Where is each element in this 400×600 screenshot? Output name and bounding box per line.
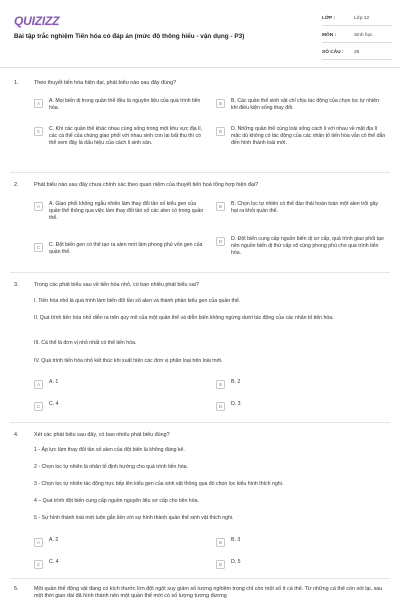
option-text: C. Đột biến gen có thể tạo ra alen mới làm phong phú vốn gen của quần thể. bbox=[49, 242, 203, 255]
option-letter-badge: B bbox=[216, 538, 225, 547]
statement-3: III. Cá thể là đơn vị nhỏ nhất có thể tiến hóa. bbox=[34, 340, 137, 346]
meta-grade-label: LỚP : bbox=[322, 16, 336, 21]
question-divider bbox=[10, 422, 390, 423]
meta-count-value: 25 bbox=[354, 50, 360, 55]
q2-option-a[interactable] bbox=[34, 201, 204, 222]
option-text: A. 1 bbox=[49, 379, 59, 385]
option-text: B. 3 bbox=[231, 537, 241, 543]
option-text: D. 3 bbox=[231, 401, 241, 407]
option-text: A. Giao phối không ngẫu nhiên làm thay đổi tần số kiểu gen của quần thể thông qua việc làm thay đổi tần số các alen có trong quần thể. bbox=[49, 201, 204, 221]
statement-1: I. Tiến hóa nhỏ là quá trình làm biến đổi tần số alen và thành phần kiểu gen của quần thể. bbox=[34, 298, 241, 304]
q3-option-a[interactable] bbox=[34, 379, 204, 389]
meta-count bbox=[322, 46, 392, 60]
statement-3: 3 - Chọn lọc tự nhiên tác động trực tiếp lên kiểu gen của sinh vật thông qua đó chọn lọc kiểu hình thích nghi. bbox=[34, 481, 284, 487]
q1-option-b[interactable] bbox=[216, 98, 386, 112]
q3-option-c[interactable] bbox=[34, 401, 204, 411]
document-header bbox=[0, 0, 400, 68]
statement-4: 4 – Quá trình đột biến cung cấp nguồn nguyên liệu sơ cấp cho tiến hóa. bbox=[34, 498, 199, 504]
option-letter-badge: A bbox=[34, 538, 43, 547]
option-letter-badge: A bbox=[34, 99, 43, 108]
option-letter-badge: D bbox=[216, 560, 225, 569]
question-divider bbox=[10, 172, 390, 173]
question-divider bbox=[10, 578, 390, 579]
option-letter-badge: C bbox=[34, 560, 43, 569]
option-text: B. 2 bbox=[231, 379, 241, 385]
meta-grade bbox=[322, 12, 392, 26]
q4-option-d[interactable] bbox=[216, 559, 386, 569]
q4-option-a[interactable] bbox=[34, 537, 204, 547]
option-text: A. Mọi biến dị trong quần thể đều là nguyên liệu của quá trình tiến hóa. bbox=[49, 98, 201, 111]
statement-1: 1 - Áp lực làm thay đổi tần số alen của đột biến là không đáng kể. bbox=[34, 447, 185, 453]
option-letter-badge: A bbox=[34, 202, 43, 211]
meta-count-label: SỐ CÂU : bbox=[322, 50, 344, 55]
option-text: A. 2 bbox=[49, 537, 59, 543]
document-meta bbox=[322, 12, 392, 63]
q2-option-d[interactable] bbox=[216, 236, 386, 257]
meta-subject bbox=[322, 29, 392, 43]
q1-option-d[interactable] bbox=[216, 126, 386, 147]
question-number: 3. bbox=[14, 282, 19, 288]
q2-option-b[interactable] bbox=[216, 201, 386, 215]
question-number: 5. bbox=[14, 586, 19, 592]
q4-option-b[interactable] bbox=[216, 537, 386, 547]
question-text: Theo thuyết tiến hóa hiện đại, phát biểu nào sau đây đúng? bbox=[34, 80, 177, 86]
statement-4: IV. Quá trình tiến hóa nhỏ kết thúc khi xuất hiện các đơn vị phân loại trên loài mới. bbox=[34, 358, 223, 364]
document-title: Bài tập trắc nghiệm Tiến hóa có đáp án (mức độ thông hiểu - vận dụng - P3) bbox=[14, 33, 245, 40]
quizizz-logo[interactable]: QUIZIZZ bbox=[14, 14, 60, 28]
option-text: B. Các quần thể sinh vật chỉ chịu tác động của chọn lọc tự nhiên khi điều kiện sống thay đổi. bbox=[231, 98, 379, 111]
option-text: C. 4 bbox=[49, 559, 59, 565]
option-letter-badge: C bbox=[34, 402, 43, 411]
option-text: D. Những quần thể cùng loài sống cách li với nhau về mặt địa lí mặc dù không có tác động của các nhân tố tiến hóa vẫn có thể dẫn đến hình thành loài mới. bbox=[231, 126, 386, 146]
question-text: Một quần thể động vật đang có kích thước lớn đột ngột suy giảm số lượng nghiêm trọng chỉ còn một số ít cá thể. Từ những cá thể còn sót lại, sau một thời gian dài đã hình thành nên một quần thể mới có số lượng tương đương bbox=[34, 586, 383, 599]
question-number: 1. bbox=[14, 80, 19, 86]
option-letter-badge: D bbox=[216, 237, 225, 246]
meta-subject-label: MÔN : bbox=[322, 33, 337, 38]
q3-option-b[interactable] bbox=[216, 379, 386, 389]
option-text: B. Chọn lọc tự nhiên có thể đào thải hoàn toàn một alen trội gây hại ra khỏi quần thể. bbox=[231, 201, 379, 214]
option-letter-badge: B bbox=[216, 99, 225, 108]
option-letter-badge: C bbox=[34, 127, 43, 136]
statement-2: II. Quá trình tiến hóa nhỏ diễn ra trên quy mô của một quần thể và diễn biến không ngừng dưới tác động của các nhân tố tiến hóa. bbox=[34, 315, 334, 321]
statement-2: 2 - Chọn lọc tự nhiên là nhân tố định hướng cho quá trình tiến hóa. bbox=[34, 464, 188, 470]
question-text: Xét các phát biểu sau đây, có bao nhiêu phát biểu đúng? bbox=[34, 432, 170, 438]
q2-option-c[interactable] bbox=[34, 242, 204, 256]
q4-option-c[interactable] bbox=[34, 559, 204, 569]
q3-option-d[interactable] bbox=[216, 401, 386, 411]
option-text: C. Khi các quần thể khác nhau cùng sống trong một khu vực địa lí, các cá thể của chúng giao phối với nhau sinh con lai bất thụ thì có thể xem đây là dấu hiệu của cách li sinh sản. bbox=[49, 126, 203, 146]
question-text: Trong các phát biểu sau về tiến hóa nhỏ, có bao nhiêu phát biểu sai? bbox=[34, 282, 199, 288]
option-letter-badge: B bbox=[216, 380, 225, 389]
option-text: D. 5 bbox=[231, 559, 241, 565]
option-text: C. 4 bbox=[49, 401, 59, 407]
option-letter-badge: B bbox=[216, 202, 225, 211]
option-letter-badge: A bbox=[34, 380, 43, 389]
question-number: 4. bbox=[14, 432, 19, 438]
question-divider bbox=[10, 272, 390, 273]
question-text: Phát biểu nào sau đây chưa chính xác theo quan niệm của thuyết tiến hoá tổng hợp hiện đại? bbox=[34, 182, 259, 188]
statement-5: 5 - Sự hình thành loài mới luôn gắn liền với sự hình thành quần thể sinh vật thích nghi. bbox=[34, 515, 234, 521]
option-letter-badge: D bbox=[216, 402, 225, 411]
q1-option-c[interactable] bbox=[34, 126, 204, 147]
option-letter-badge: C bbox=[34, 243, 43, 252]
option-text: D. Đột biến cung cấp nguồn biến dị sơ cấp, quá trình giao phối tạo nên nguồn biến dị thứ cấp vô cùng phong phú cho quá trình tiến hóa. bbox=[231, 236, 384, 256]
meta-grade-value: Lớp 12 bbox=[354, 16, 370, 21]
q1-option-a[interactable] bbox=[34, 98, 204, 112]
meta-subject-value: Sinh học bbox=[354, 33, 373, 38]
option-letter-badge: D bbox=[216, 127, 225, 136]
question-number: 2. bbox=[14, 182, 19, 188]
